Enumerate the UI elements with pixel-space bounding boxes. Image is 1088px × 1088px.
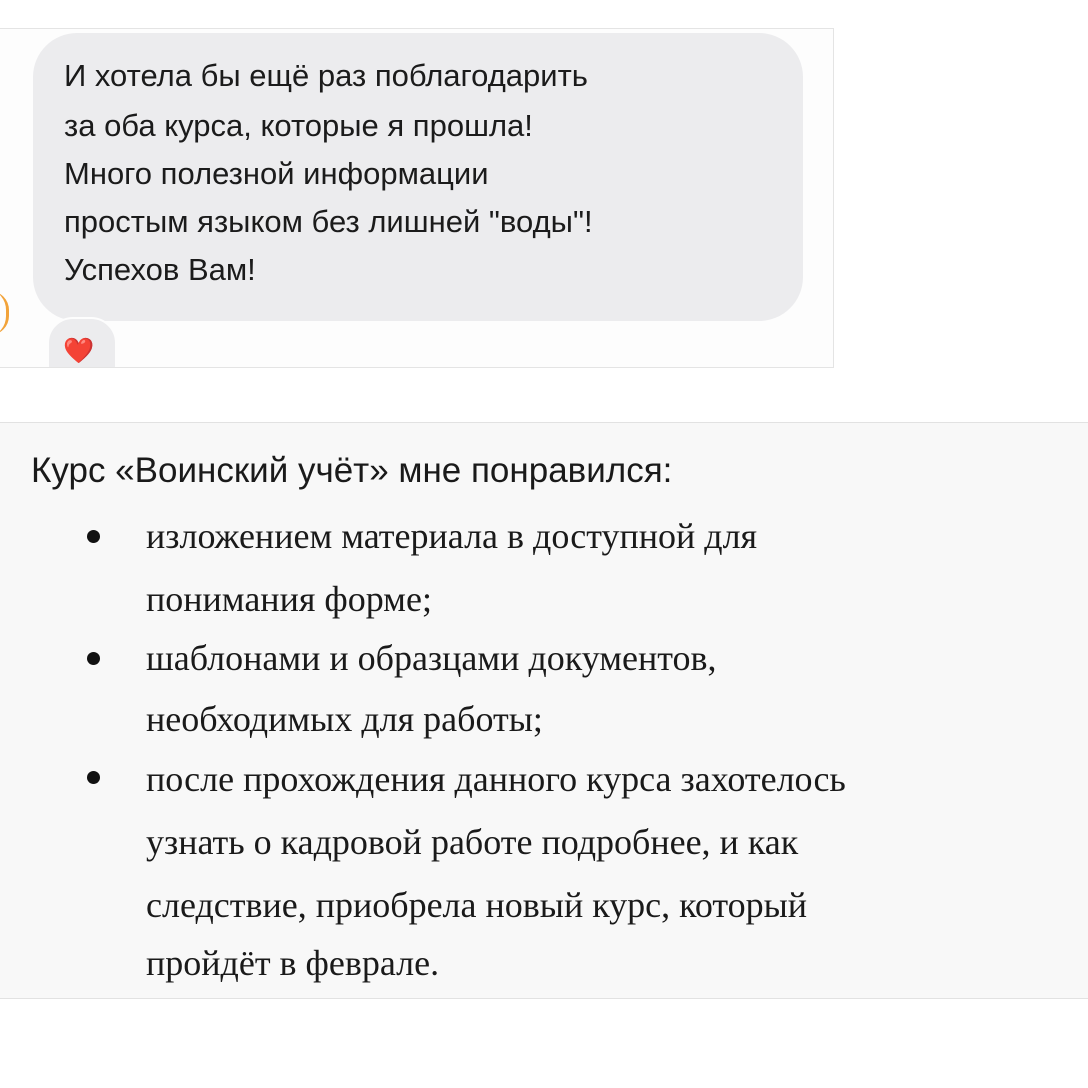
list-item-line: шаблонами и образцами документов, bbox=[146, 638, 717, 678]
list-item-line: необходимых для работы; bbox=[146, 699, 543, 739]
bullet-icon bbox=[87, 530, 100, 543]
list-item-line: узнать о кадровой работе подробнее, и как bbox=[146, 822, 799, 862]
bullet-icon bbox=[87, 771, 100, 784]
heart-icon: ❤️ bbox=[63, 337, 95, 365]
message-line: Успехов Вам! bbox=[64, 252, 256, 287]
list-item-line: после прохождения данного курса захотелось bbox=[146, 759, 846, 799]
message-line: простым языком без лишней "воды"! bbox=[64, 204, 593, 239]
list-item-line: пройдёт в феврале. bbox=[146, 943, 440, 983]
list-item-line: следствие, приобрела новый курс, который bbox=[146, 885, 808, 925]
review-heading: Курс «Воинский учёт» мне понравился: bbox=[31, 451, 673, 490]
bullet-icon bbox=[87, 652, 100, 665]
message-line: Много полезной информации bbox=[64, 156, 489, 191]
list-item-line: изложением материала в доступной для bbox=[146, 516, 758, 556]
avatar-edge bbox=[0, 291, 9, 335]
message-line: И хотела бы ещё раз поблагодарить bbox=[64, 58, 588, 93]
list-item-line: понимания форме; bbox=[146, 579, 432, 619]
message-line: за оба курса, которые я прошла! bbox=[64, 108, 533, 143]
